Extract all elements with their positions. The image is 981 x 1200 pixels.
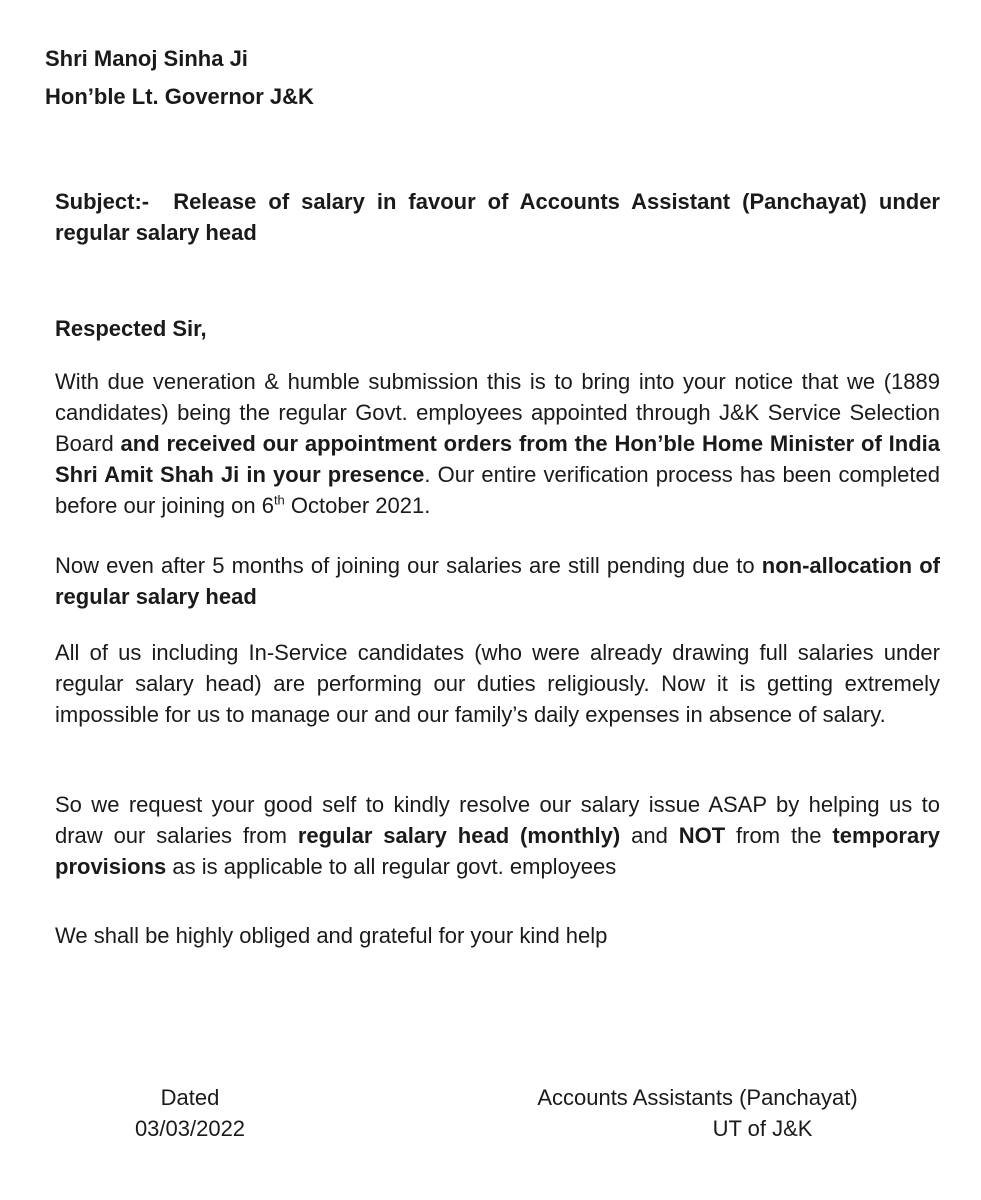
paragraph-4 xyxy=(55,789,940,882)
para2-text: Now even after 5 months of joining our salaries are still pending due to xyxy=(55,553,762,578)
letter-date: 03/03/2022 xyxy=(134,1116,246,1141)
ordinal-suffix: th xyxy=(273,492,285,508)
addressee-name: Shri Manoj Sinha Ji xyxy=(45,46,248,71)
para2-bold-text: non-allocation of regular salary head xyxy=(55,553,940,609)
paragraph-2 xyxy=(55,550,940,612)
salutation: Respected Sir, xyxy=(55,316,207,341)
para1-bold-text: and received our appointment orders from the Hon’ble Home Minister of India Shri Amit Shah Ji in your presence xyxy=(55,431,940,487)
paragraph-3: All of us including In-Service candidates (who were already drawing full salaries under regular salary head) are performing our duties religiously. Now it is getting extremely impossible for us to manage our and our family’s daily expenses in absence of salary. xyxy=(55,640,940,727)
paragraph-5: We shall be highly obliged and grateful for your kind help xyxy=(55,923,608,948)
subject-line xyxy=(55,186,940,248)
signatory-line-2: UT of J&K xyxy=(712,1116,813,1141)
dated-block xyxy=(120,1082,260,1144)
para4-text-3: from the xyxy=(725,823,833,848)
para1-text-3: October 2021. xyxy=(284,493,431,518)
dated-label: Dated xyxy=(160,1085,220,1110)
paragraph-1 xyxy=(55,366,940,521)
signatory-line-1: Accounts Assistants (Panchayat) xyxy=(537,1085,858,1110)
para4-text-2: and xyxy=(620,823,679,848)
subject-text: Release of salary in favour of Accounts Assistant (Panchayat) under regular salary head xyxy=(55,189,940,245)
addressee-designation: Hon’ble Lt. Governor J&K xyxy=(45,84,314,109)
para4-bold-3: temporary provisions xyxy=(55,823,940,879)
signatory-block xyxy=(520,1082,875,1144)
para4-text-4: as is applicable to all regular govt. employees xyxy=(166,854,617,879)
para1-text-1: With due veneration & humble submission this is to bring into your notice that we (1889 candidates) being the regular Govt. employees appointed through J&K Service Selection Board xyxy=(55,369,940,456)
addressee-block xyxy=(45,40,930,116)
para4-text-1: So we request your good self to kindly resolve our salary issue ASAP by helping us to draw our salaries from xyxy=(55,792,940,848)
para4-bold-2: NOT xyxy=(678,823,726,848)
para1-text-2: . Our entire verification process has been completed before our joining on 6 xyxy=(55,462,940,518)
para4-bold-1: regular salary head (monthly) xyxy=(297,823,621,848)
subject-label: Subject:- xyxy=(55,189,150,214)
